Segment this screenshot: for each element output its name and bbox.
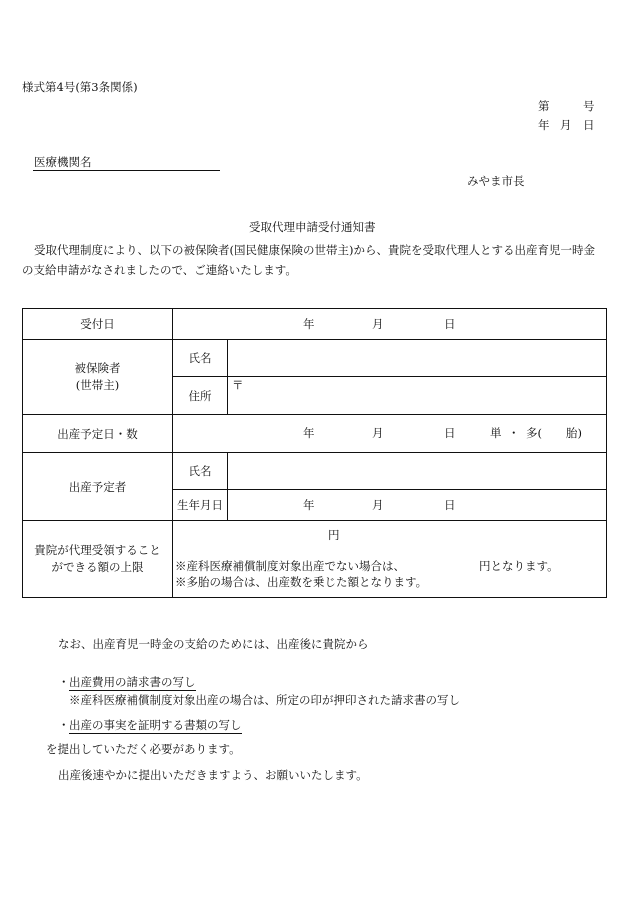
received-month: 月: [372, 317, 384, 331]
insured-label-line1: 被保険者: [74, 360, 121, 375]
due-month: 月: [372, 426, 384, 440]
intro-line-1: 受取代理制度により、以下の被保険者(国民健康保険の世帯主)から、貴院を受取代理人とする出産育児一時金: [34, 243, 595, 257]
doc-number-prefix: 第: [538, 99, 550, 113]
limit-note-2: ※多胎の場合は、出産数を乗じた額となります。: [175, 575, 428, 589]
medical-institution-line: [33, 170, 220, 171]
insured-label: [23, 340, 173, 415]
insured-name-label: 氏名: [173, 340, 228, 377]
birthdate-label: 生年月日: [173, 490, 228, 521]
issue-date-day: 日: [583, 118, 595, 132]
row-payment-limit: [23, 521, 607, 598]
single-birth: 単: [490, 426, 502, 440]
due-day: 日: [444, 426, 456, 440]
insured-address-field[interactable]: [228, 377, 607, 415]
received-day: 日: [444, 317, 456, 331]
babies-count: 胎): [566, 426, 582, 440]
expectant-name-field[interactable]: [228, 453, 607, 490]
footer-line-1: なお、出産育児一時金の支給のためには、出産後に貴院から: [58, 637, 369, 651]
received-date-value: [173, 309, 607, 340]
bullet-1-mark: ・: [58, 675, 70, 689]
limit-label-line2: ができる額の上限: [51, 560, 144, 574]
medical-institution-label: 医療機関名: [34, 155, 92, 169]
multiple-birth: 多(: [526, 426, 542, 440]
bullet-1-note: ※産科医療補償制度対象出産の場合は、所定の印が押印された請求書の写し: [69, 693, 460, 707]
limit-yen: 円: [328, 528, 340, 542]
separator-dot: ・: [508, 426, 520, 440]
due-year: 年: [303, 426, 315, 440]
limit-label-line1: 貴院が代理受領すること: [34, 543, 161, 558]
bullet-1-text: 出産費用の請求書の写し: [69, 675, 196, 689]
received-year: 年: [303, 317, 315, 331]
limit-note-1-tail: 円となります。: [479, 559, 559, 573]
postal-mark: 〒: [232, 378, 244, 392]
bullet-2-text: 出産の事実を証明する書類の写し: [69, 718, 242, 732]
expectant-label: 出産予定者: [23, 453, 173, 521]
document-title: 受取代理申請受付通知書: [249, 220, 376, 234]
due-date-label: 出産予定日・数: [23, 415, 173, 453]
expectant-name-label: 氏名: [173, 453, 228, 490]
bullet-2-mark: ・: [58, 718, 70, 732]
limit-value: [173, 521, 607, 598]
insured-label-line2: (世帯主): [75, 378, 120, 392]
due-date-value: [173, 415, 607, 453]
footer-line-2: を提出していただく必要があります。: [46, 742, 241, 756]
birth-year: 年: [303, 498, 315, 512]
limit-note-1: ※産科医療補償制度対象出産でない場合は、: [175, 559, 405, 573]
row-received-date: [23, 309, 607, 340]
row-insured-name: [23, 340, 607, 377]
issue-date-month: 月: [560, 118, 572, 132]
birth-day: 日: [444, 498, 456, 512]
birth-month: 月: [372, 498, 384, 512]
row-expectant-name: [23, 453, 607, 490]
received-date-label: 受付日: [23, 309, 173, 340]
footer-line-3: 出産後速やかに提出いただきますよう、お願いいたします。: [58, 768, 368, 782]
insured-name-field[interactable]: [228, 340, 607, 377]
insured-address-label: 住所: [173, 377, 228, 415]
form-number: 様式第4号(第3条関係): [22, 80, 138, 94]
application-table: [22, 308, 607, 598]
birthdate-value: [228, 490, 607, 521]
doc-number-suffix: 号: [583, 99, 595, 113]
issue-date-year: 年: [538, 118, 550, 132]
intro-line-2: の支給申請がなされましたので、ご連絡いたします。: [22, 263, 297, 277]
limit-label: [23, 521, 173, 598]
sender-mayor: みやま市長: [467, 174, 525, 188]
row-due-date: [23, 415, 607, 453]
